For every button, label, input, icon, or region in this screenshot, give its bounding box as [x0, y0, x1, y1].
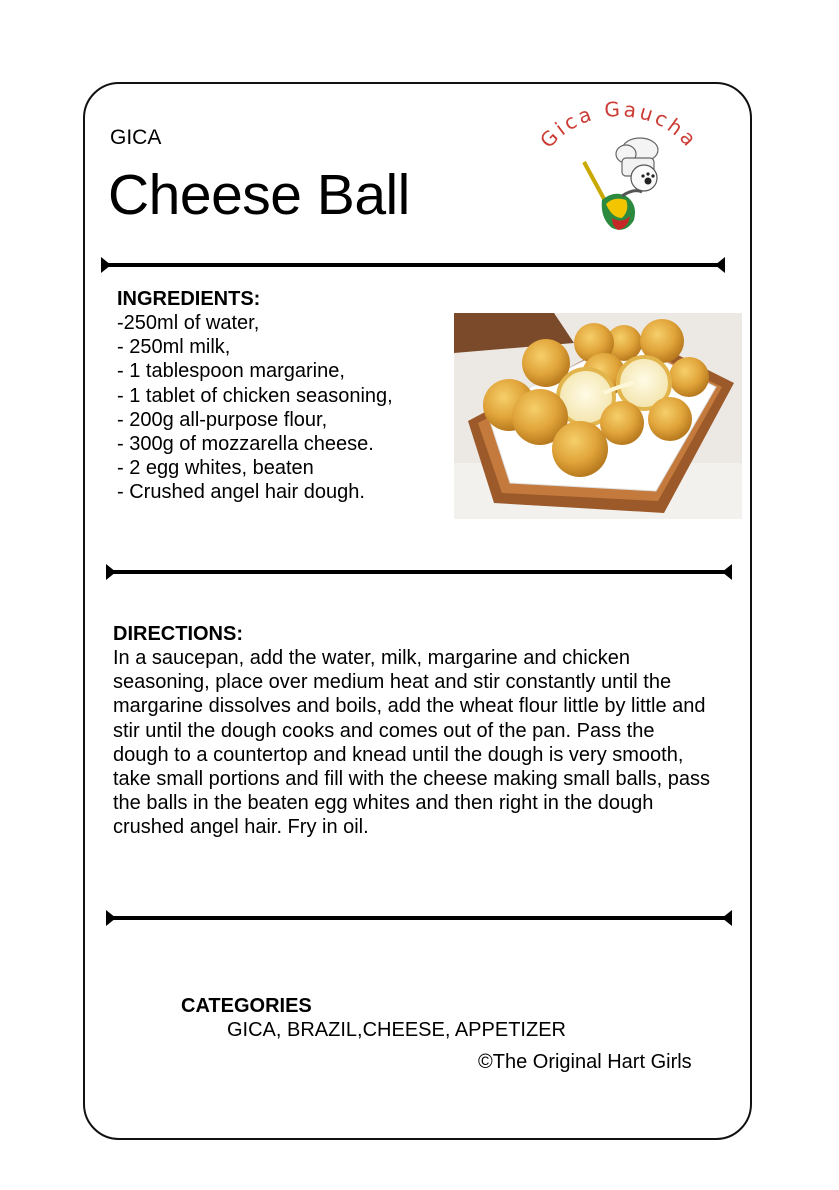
ingredient-item: - 1 tablespoon margarine,: [117, 360, 345, 383]
ingredient-item: -250ml of water,: [117, 312, 260, 334]
gica-gaucha-logo: [522, 92, 712, 242]
recipe-title: Cheese Ball: [108, 163, 410, 227]
section-divider: [108, 916, 730, 920]
section-divider: [108, 570, 730, 574]
ingredient-item: - 200g all-purpose flour,: [117, 408, 328, 431]
brand-label: GICA: [110, 126, 162, 149]
ingredient-item: - 250ml milk,: [117, 336, 231, 359]
directions-heading: DIRECTIONS:: [113, 623, 243, 645]
categories-values: GICA, BRAZIL,CHEESE, APPETIZER: [227, 1019, 566, 1041]
categories-heading: CATEGORIES: [181, 995, 312, 1017]
directions-text: In a saucepan, add the water, milk, margarine and chicken seasoning, place over medium heat and stir constantly until the margarine dissolves and boils, add the wheat flour little by little and stir until the dough cooks and comes out of the pan. Pass the dough to a countertop and knead until the dough is very smooth, take small portions and fill with the cheese making small balls, pass the balls in the beaten egg whites and then right in the dough crushed angel hair. Fry in oil.: [113, 647, 710, 839]
logo-text: Gica Gaucha: [535, 96, 704, 153]
ingredient-item: - 1 tablet of chicken seasoning,: [117, 384, 393, 407]
chef-figure-icon: [584, 138, 658, 230]
directions-section: [113, 622, 713, 840]
ingredients-section: [117, 287, 447, 505]
copyright-text: ©The Original Hart Girls: [478, 1051, 692, 1073]
ingredient-item: - Crushed angel hair dough.: [117, 481, 365, 504]
ingredient-item: - 300g of mozzarella cheese.: [117, 433, 374, 456]
cheese-ball-photo: [454, 313, 742, 519]
section-divider: [103, 263, 723, 267]
ingredient-item: - 2 egg whites, beaten: [117, 457, 314, 480]
ingredients-list: [117, 311, 447, 505]
ingredients-heading: INGREDIENTS:: [117, 288, 261, 310]
